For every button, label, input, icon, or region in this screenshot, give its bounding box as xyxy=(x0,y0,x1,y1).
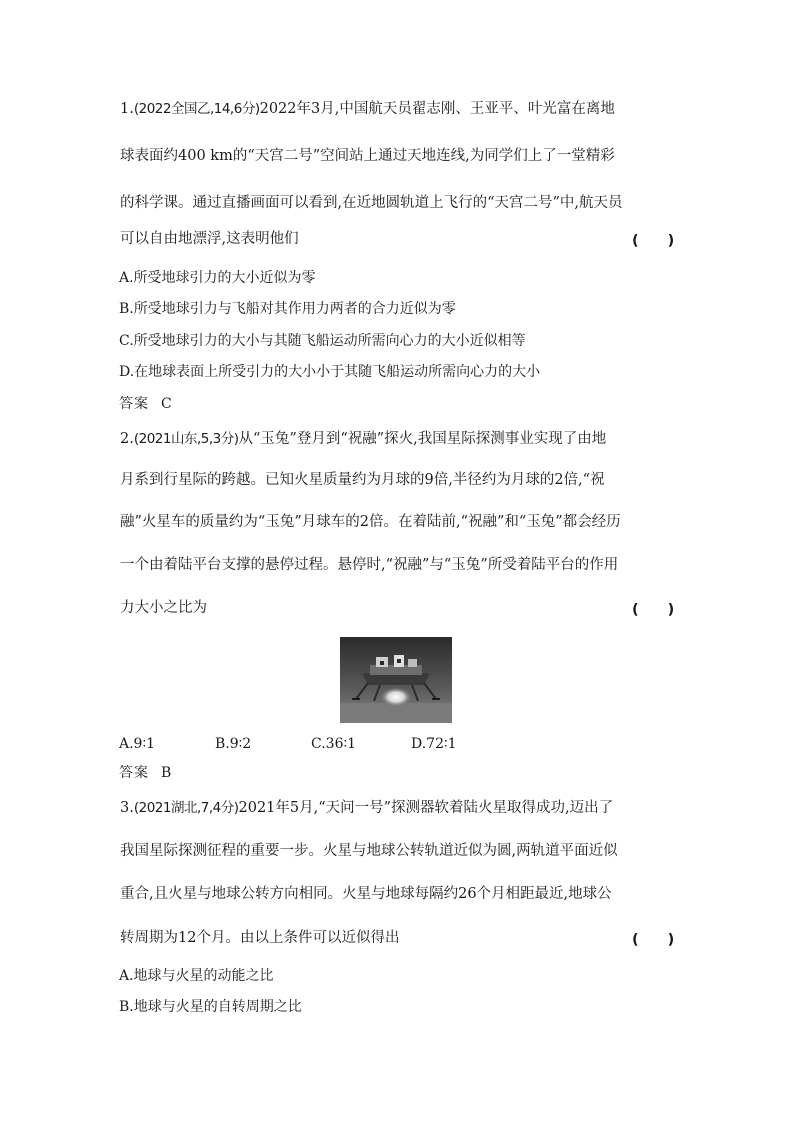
q1-line3: 的科学课。通过直播画面可以看到,在近地圆轨道上飞行的“天宫二号”中,航天员 xyxy=(120,195,623,211)
q2-line2: 月系到行星际的跨越。已知火星质量约为月球的9倍,半径约为月球的2倍,“祝 xyxy=(120,472,605,488)
q1-line1 xyxy=(120,99,680,119)
q2-answer-bracket: ( ) xyxy=(632,602,675,618)
q1-answer xyxy=(119,394,172,414)
q1-answer-bracket: ( ) xyxy=(632,233,675,249)
mars-lander-photo xyxy=(340,637,452,723)
q2-option-b: B.9∶2 xyxy=(215,736,252,752)
q3-line1 xyxy=(120,798,680,818)
q1-line4: 可以自由地漂浮,这表明他们 xyxy=(120,231,299,247)
q3-source: (2021湖北,7,4分) xyxy=(133,800,239,816)
q3-line4: 转周期为12个月。由以上条件可以近似得出 xyxy=(120,930,400,946)
q1-option-d: D.在地球表面上所受引力的大小小于其随飞船运动所需向心力的大小 xyxy=(119,364,541,380)
q3-option-b: B.地球与火星的自转周期之比 xyxy=(119,999,302,1015)
q2-source: (2021山东,5,3分) xyxy=(133,431,239,447)
q1-answer-label: 答案 xyxy=(119,396,149,412)
q1-source: (2022全国乙,14,6分) xyxy=(133,101,260,117)
q1-option-b: B.所受地球引力与飞船对其作用力两者的合力近似为零 xyxy=(119,301,456,317)
q2-answer-label: 答案 xyxy=(119,765,149,781)
q3-number: 3. xyxy=(120,800,134,816)
q3-answer-bracket: ( ) xyxy=(632,932,675,948)
q3-line2: 我国星际探测征程的重要一步。火星与地球公转轨道近似为圆,两轨道平面近似 xyxy=(120,843,618,859)
q2-line4: 一个由着陆平台支撑的悬停过程。悬停时,“祝融”与“玉兔”所受着陆平台的作用 xyxy=(120,557,619,573)
q1-line2: 球表面约400 km的“天宫二号”空间站上通过天地连线,为同学们上了一堂精彩 xyxy=(120,148,615,164)
q3-option-a: A.地球与火星的动能之比 xyxy=(119,968,274,984)
q2-option-c: C.36∶1 xyxy=(311,736,357,752)
q2-text-1: 从“玉兔”登月到“祝融”探火,我国星际探测事业实现了由地 xyxy=(238,431,607,447)
q2-answer xyxy=(119,763,171,783)
q2-line3: 融”火星车的质量约为“玉兔”月球车的2倍。在着陆前,“祝融”和“玉兔”都会经历 xyxy=(120,514,621,530)
q1-option-c: C.所受地球引力的大小与其随飞船运动所需向心力的大小近似相等 xyxy=(119,333,526,349)
q1-number: 1. xyxy=(120,101,134,117)
q3-text-1: 2021年5月,“天问一号”探测器软着陆火星取得成功,迈出了 xyxy=(238,800,614,816)
q1-option-a: A.所受地球引力的大小近似为零 xyxy=(119,270,316,286)
q2-option-d: D.72∶1 xyxy=(411,736,457,752)
q3-line3: 重合,且火星与地球公转方向相同。火星与地球每隔约26个月相距最近,地球公 xyxy=(120,886,612,902)
q2-answer-value: B xyxy=(161,765,172,781)
q2-line5: 力大小之比为 xyxy=(120,600,207,616)
q1-text-1: 2022年3月,中国航天员翟志刚、王亚平、叶光富在离地 xyxy=(259,101,615,117)
q2-line1 xyxy=(120,429,680,449)
q1-answer-value: C xyxy=(161,396,172,412)
q2-option-a: A.9∶1 xyxy=(119,736,156,752)
q2-number: 2. xyxy=(120,431,134,447)
